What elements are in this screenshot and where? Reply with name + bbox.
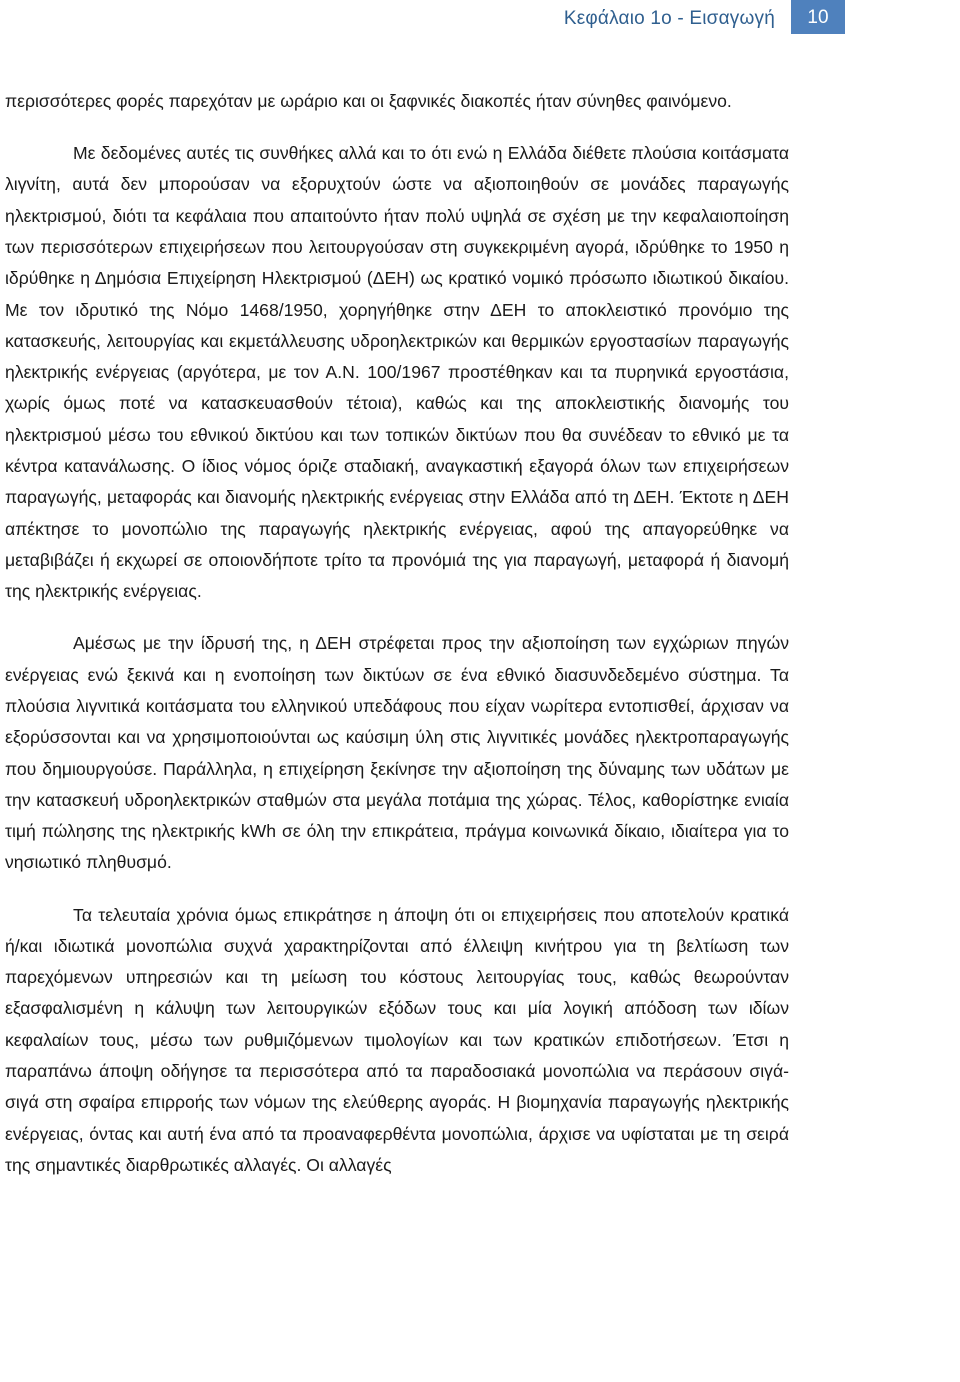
page-number: 10 (791, 0, 845, 34)
document-body (5, 86, 789, 1181)
paragraph-dei-development: Αμέσως με την ίδρυσή της, η ΔΕΗ στρέφεται προς την αξιοποίηση των εγχώριων πηγών ενέργειας ενώ ξεκινά και η ενοποίηση των δικτύων σε ένα εθνικό διασυνδεδεμένο σύστημα. Τα πλούσια λιγνιτικά κοιτάσματα του ελληνικού υπεδάφους που είχαν νωρίτερα εντοπισθεί, άρχισαν να εξορύσσονται και να χρησιμοποιούνται ως καύσιμη ύλη στις λιγνιτικές μονάδες ηλεκτροπαραγωγής που δημιουργούσε. Παράλληλα, η επιχείρηση ξεκίνησε την αξιοποίηση της δύναμης των υδάτων με την κατασκευή υδροηλεκτρικών σταθμών στα μεγάλα ποτάμια της χώρας. Τέλος, καθορίστηκε ενιαία τιμή πώλησης της ηλεκτρικής kWh σε όλη την επικράτεια, πράγμα κοινωνικά δίκαιο, ιδιαίτερα για το νησιωτικό πληθυσμό. (5, 633, 789, 873)
paragraph-dei-founding: Με δεδομένες αυτές τις συνθήκες αλλά και το ότι ενώ η Ελλάδα διέθετε πλούσια κοιτάσματα λιγνίτη, αυτά δεν μπορούσαν να εξορυχτούν ώστε να αξιοποιηθούν σε μονάδες παραγωγής ηλεκτρισμού, διότι τα κεφάλαια που απαιτούντο ήταν πολύ υψηλά σε σχέση με την κεφαλαιοποίηση των περισσότερων επιχειρήσεων που λειτουργούσαν στη συγκεκριμένη αγορά, ιδρύθηκε το 1950 η ιδρύθηκε η Δημόσια Επιχείρηση Ηλεκτρισμού (ΔΕΗ) ως κρατικό νομικό πρόσωπο ιδιωτικού δικαίου. Με τον ιδρυτικό της Νόμο 1468/1950, χορηγήθηκε στην ΔΕΗ το αποκλειστικό προνόμιο της κατασκευής, λειτουργίας και εκμετάλλευσης υδροηλεκτρικών και θερμικών εργοστασίων παραγωγής ηλεκτρικής ενέργειας (αργότερα, με τον Α.Ν. 100/1967 προστέθηκαν και τα πυρηνικά εργοστάσια, χωρίς όμως ποτέ να κατασκευασθούν τέτοια), καθώς και της αποκλειστικής διανομής του ηλεκτρισμού μέσω του εθνικού δικτύου και των τοπικών δικτύων που θα συνέδεαν το εθνικό με τα κέντρα κατανάλωσης. Ο ίδιος νόμος όριζε σταδιακή, αναγκαστική εξαγορά όλων των επιχειρήσεων παραγωγής, μεταφοράς και διανομής ηλεκτρικής ενέργειας στην Ελλάδα από τη ΔΕΗ. Έκτοτε η ΔΕΗ απέκτησε το μονοπώλιο της παραγωγής ηλεκτρικής ενέργειας, αφού της απαγορεύθηκε να μεταβιβάζει ή εκχωρεί σε οποιονδήποτε τρίτο τα προνόμιά της για παραγωγή, μεταφορά ή διανομή της ηλεκτρικής ενέργειας. (5, 143, 789, 602)
paragraph-continuation: περισσότερες φορές παρεχόταν με ωράριο και οι ξαφνικές διακοπές ήταν σύνηθες φαινόμενο. (5, 91, 732, 111)
paragraph-market-liberalization: Τα τελευταία χρόνια όμως επικράτησε η άποψη ότι οι επιχειρήσεις που αποτελούν κρατικά ή/και ιδιωτικά μονοπώλια συχνά χαρακτηρίζονται από έλλειψη κινήτρου για τη βελτίωση των παρεχόμενων υπηρεσιών και τη μείωση του κόστους λειτουργίας τους, καθώς θεωρούνταν εξασφαλισμένη η κάλυψη των λειτουργικών εξόδων τους και μία λογική απόδοση των ιδίων κεφαλαίων τους, μέσω των ρυθμιζόμενων τιμολογίων και των κρατικών επιδοτήσεων. Έτσι η παραπάνω άποψη οδήγησε τα περισσότερα από τα παραδοσιακά μονοπώλια να περάσουν σιγά-σιγά στη σφαίρα επιρροής των νόμων της ελεύθερης αγοράς. Η βιομηχανία παραγωγής ηλεκτρικής ενέργειας, όντας και αυτή ένα από τα προαναφερθέντα μονοπώλια, άρχισε να υφίσταται με τη σειρά της σημαντικές διαρθρωτικές αλλαγές. Οι αλλαγές (5, 904, 789, 1175)
chapter-title: Κεφάλαιο 1ο - Εισαγωγή (563, 8, 775, 29)
page-header (0, 0, 960, 40)
